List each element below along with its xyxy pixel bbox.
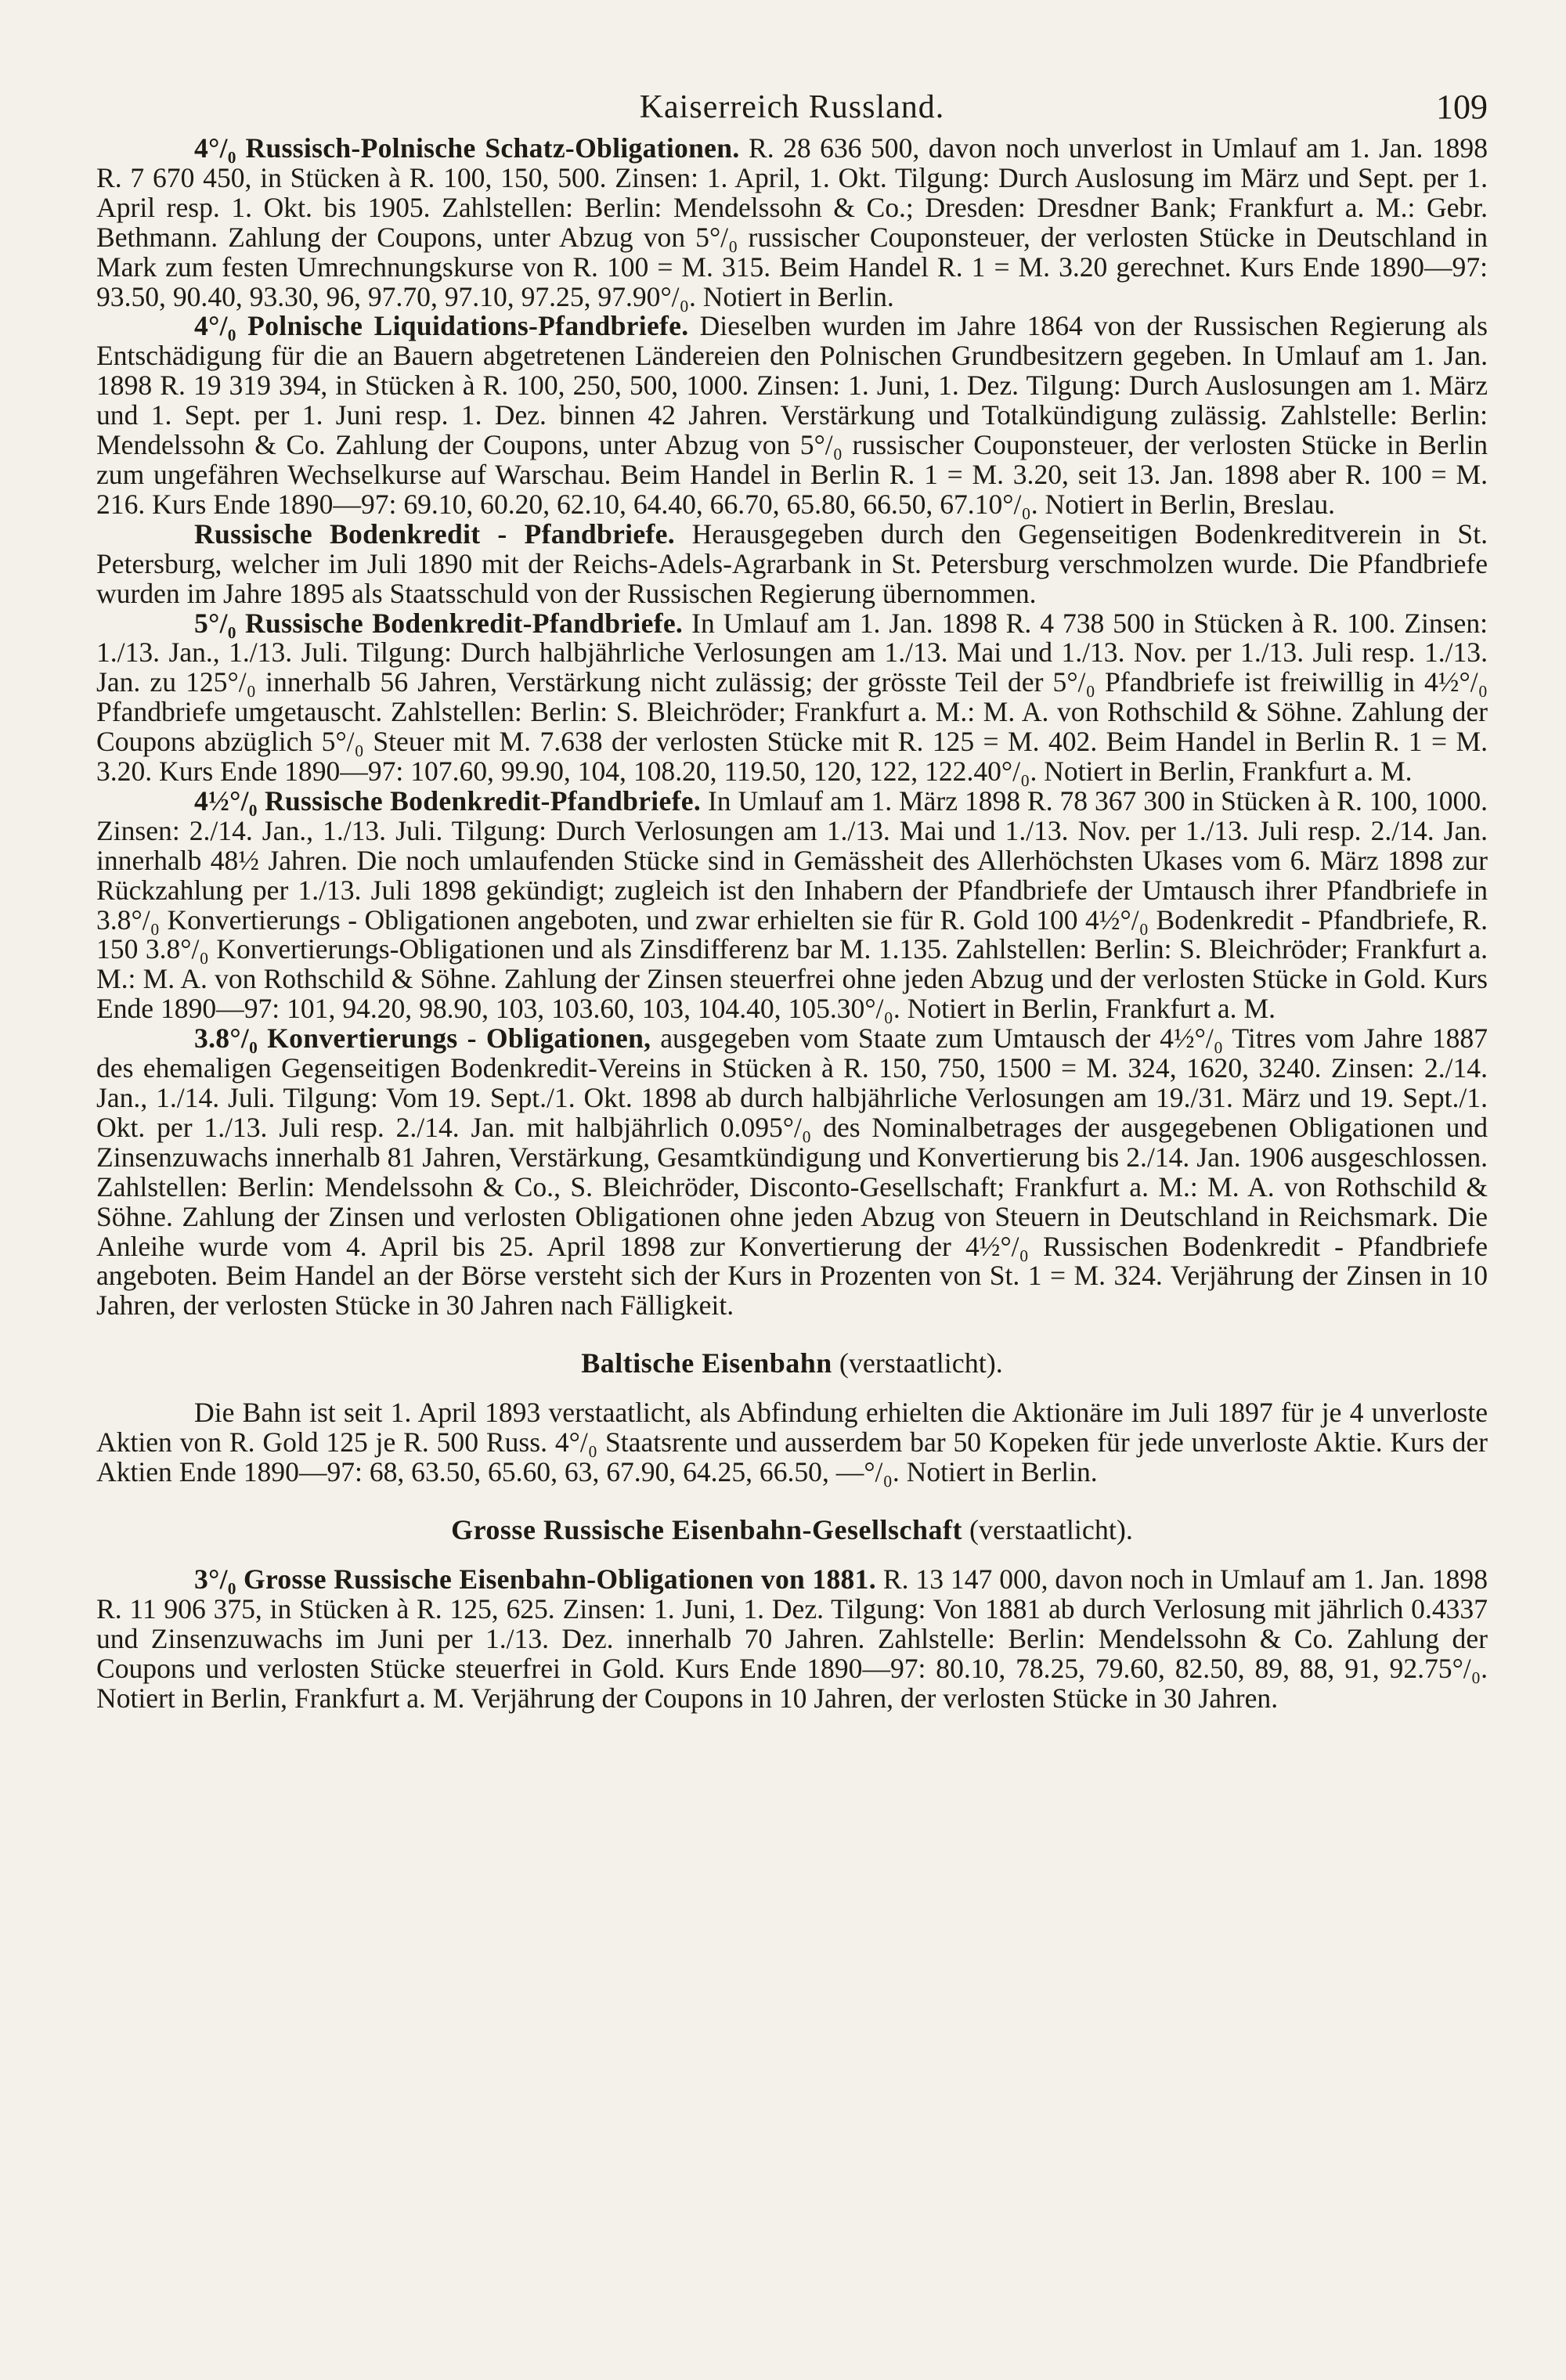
running-title: Kaiserreich Russland. [639,89,945,125]
entry-4half-pct-bodenkredit-pfandbriefe [96,784,1488,1025]
page-number: 109 [1436,88,1488,126]
entry-schatz-obligationen [96,134,1488,312]
entry-title: 4½°/₀ Russische Bodenkredit-Pfandbriefe. [194,784,702,817]
entry-5pct-bodenkredit-pfandbriefe [96,609,1488,787]
section-text-baltische-eisenbahn: Die Bahn ist seit 1. April 1893 verstaatlicht, als Abfindung erhielten die Aktionäre im Juli 1897 für je 4 unverloste Aktien von R. Gold 125 je R. 500 Russ. 4°/₀ Staatsrente und ausserdem bar 50 Kopeken für jede unverloste Aktie. Kurs der Aktien Ende 1890—97: 68, 63.50, 65.60, 63, 67.90, 64.25, 66.50, —°/₀. Notiert in Berlin. [96,1397,1488,1488]
entry-liquidations-pfandbriefe [96,312,1488,519]
entry-konvertierungs-obligationen [96,1024,1488,1321]
entry-text: R. 28 636 500, davon noch unverlost in Umlauf am 1. Jan. 1898 R. 7 670 450, in Stücken à R. 100, 150, 500. Zinsen: 1. April, 1. Okt. Tilgung: Durch Auslosung im März und Sept. per 1. April resp. 1. Okt. bis 1905. Zahlstellen: Berlin: Mendelssohn & Co.; Dresden: Dresdner Bank; Frankfurt a. M.: Gebr. Bethmann. Zahlung der Coupons, unter Abzug von 5°/₀ russischer Couponsteuer, der verlosten Stücke in Deutschland in Mark zum festen Umrechnungskurse von R. 100 = M. 315. Beim Handel R. 1 = M. 3.20 gerechnet. Kurs Ende 1890—97: 93.50, 90.40, 93.30, 96, 97.70, 97.10, 97.25, 97.90°/₀. Notiert in Berlin. [96,132,1488,312]
entry-text: Herausgegeben durch den Gegenseitigen Bodenkreditverein in St. Petersburg, welcher im Juli 1890 mit der Reichs-Adels-Agrarbank in St. Petersburg verschmolzen wurde. Die Pfandbriefe wurden im Jahre 1895 als Staatsschuld von der Russischen Regierung übernommen. [96,517,1488,609]
entry-text: ausgegeben vom Staate zum Umtausch der 4½°/₀ Titres vom Jahre 1887 des ehemaligen Gegenseitigen Bodenkredit-Vereins in Stücken à R. 150, 750, 1500 = M. 324, 1620, 3240. Zinsen: 2./14. Jan., 1./14. Juli. Tilgung: Vom 19. Sept./1. Okt. 1898 ab durch halbjährliche Verlosungen am 19./31. März und 19. Sept./1. Okt. per 1./13. Juli resp. 2./14. Jan. mit halbjährlich 0.095°/₀ des Nominalbetrages der ausgegebenen Obligationen und Zinsenzuwachs innerhalb 81 Jahren, Verstärkung, Gesamtkündigung und Konvertierung bis 2./14. Jan. 1906 ausgeschlossen. Zahlstellen: Berlin: Mendelssohn & Co., S. Bleichröder, Disconto-Gesellschaft; Frankfurt a. M.: M. A. von Rothschild & Söhne. Zahlung der Zinsen und verlosten Obligationen ohne jeden Abzug von Steuern in Deutschland in Reichsmark. Die Anleihe wurde vom 4. April bis 25. April 1898 zur Konvertierung der 4½°/₀ Russischen Bodenkredit - Pfandbriefe angeboten. Beim Handel an der Börse versteht sich der Kurs in Prozenten von St. 1 = M. 324. Verjährung der Zinsen in 10 Jahren, der verlosten Stücke in 30 Jahren nach Fälligkeit. [96,1022,1488,1322]
entry-text: R. 13 147 000, davon noch in Umlauf am 1. Jan. 1898 R. 11 906 375, in Stücken à R. 125, 625. Zinsen: 1. Juni, 1. Dez. Tilgung: Von 1881 ab durch Verlosung mit jährlich 0.4337 und Zinsenzuwachs im Juni per 1./13. Dez. innerhalb 70 Jahren. Zahlstelle: Berlin: Mendelssohn & Co. Zahlung der Coupons und verlosten Stücke steuerfrei in Gold. Kurs Ende 1890—97: 80.10, 78.25, 79.60, 82.50, 89, 88, 91, 92.75°/₀. Notiert in Berlin, Frankfurt a. M. Verjährung der Coupons in 10 Jahren, der verlosten Stücke in 30 Jahren. [96,1563,1488,1714]
section-heading-note: (verstaatlicht). [969,1513,1133,1545]
body-text [96,134,1488,1714]
page [96,74,1488,1714]
section-heading-main: Baltische Eisenbahn [581,1347,832,1379]
entry-text: In Umlauf am 1. Jan. 1898 R. 4 738 500 in Stücken à R. 100. Zinsen: 1./13. Jan., 1./13. Juli. Tilgung: Durch halbjährliche Verlosungen am 1./13. Mai und 1./13. Nov. per 1./13. Juli resp. 1./13. Jan. zu 125°/₀ innerhalb 56 Jahren, Verstärkung nicht zulässig; der grösste Teil der 5°/₀ Pfandbriefe ist freiwillig in 4½°/₀ Pfandbriefe umgetauscht. Zahlstellen: Berlin: S. Bleichröder; Frankfurt a. M.: M. A. von Rothschild & Söhne. Zahlung der Coupons abzüglich 5°/₀ Steuer mit M. 7.638 der verlosten Stücke mit R. 125 = M. 402. Beim Handel in Berlin R. 1 = M. 3.20. Kurs Ende 1890—97: 107.60, 99.90, 104, 108.20, 119.50, 120, 122, 122.40°/₀. Notiert in Berlin, Frankfurt a. M. [96,607,1488,788]
entry-text: Dieselben wurden im Jahre 1864 von der Russischen Regierung als Entschädigung für die an Bauern abgetretenen Ländereien den Polnischen Grundbesitzern gegeben. In Umlauf am 1. Jan. 1898 R. 19 319 394, in Stücken à R. 100, 250, 500, 1000. Zinsen: 1. Juni, 1. Dez. Tilgung: Durch Auslosungen am 1. März und 1. Sept. per 1. Juni resp. 1. Dez. binnen 42 Jahren. Verstärkung und Totalkündigung zulässig. Zahlstelle: Berlin: Mendelssohn & Co. Zahlung der Coupons, unter Abzug von 5°/₀ russischer Couponsteuer, der verlosten Stücke in Berlin zum ungefähren Wechselkurse auf Warschau. Beim Handel in Berlin R. 1 = M. 3.20, seit 13. Jan. 1898 aber R. 100 = M. 216. Kurs Ende 1890—97: 69.10, 60.20, 62.10, 64.40, 66.70, 65.80, 66.50, 67.10°/₀. Notiert in Berlin, Breslau. [96,310,1488,520]
running-head [96,74,1488,134]
section-heading-main: Grosse Russische Eisenbahn-Gesellschaft [451,1513,962,1545]
entry-title: 3.8°/₀ Konvertierungs - Obligationen, [194,1022,651,1055]
entry-title: 3°/₀ Grosse Russische Eisenbahn-Obligationen von 1881. [194,1563,876,1595]
entry-grosse-russische-eisenbahn-obligationen [96,1565,1488,1714]
entry-text: In Umlauf am 1. März 1898 R. 78 367 300 in Stücken à R. 100, 1000. Zinsen: 2./14. Jan., 1./13. Juli. Tilgung: Durch Verlosungen am 1./13. Mai und 1./13. Nov. per 1./13. Juli resp. 2./14. Jan. innerhalb 48½ Jahren. Die noch umlaufenden Stücke sind in Gemässheit des Allerhöchsten Ukases vom 6. März 1898 zur Rückzahlung per 1./13. Juli 1898 gekündigt; zugleich ist den Inhabern der Pfandbriefe der Umtausch ihrer Pfandbriefe in 3.8°/₀ Konvertierungs - Obligationen angeboten, und zwar erhielten sie für R. Gold 100 4½°/₀ Bodenkredit - Pfandbriefe, R. 150 3.8°/₀ Konvertierungs-Obligationen und als Zinsdifferenz bar M. 1.135. Zahlstellen: Berlin: S. Bleichröder; Frankfurt a. M.: M. A. von Rothschild & Söhne. Zahlung der Zinsen steuerfrei ohne jeden Abzug und der verlosten Stücke in Gold. Kurs Ende 1890—97: 101, 94.20, 98.90, 103, 103.60, 103, 104.40, 105.30°/₀. Notiert in Berlin, Frankfurt a. M. [96,784,1488,1025]
section-heading-grosse-russische-eisenbahn [96,1515,1488,1545]
entry-title: Russische Bodenkredit - Pfandbriefe. [194,517,675,550]
entry-title: 4°/₀ Polnische Liquidations-Pfandbriefe. [194,310,689,342]
section-heading-note: (verstaatlicht). [839,1347,1003,1379]
entry-bodenkredit-pfandbriefe [96,517,1488,609]
section-heading-baltische-eisenbahn [96,1348,1488,1378]
entry-title: 4°/₀ Russisch-Polnische Schatz-Obligationen. [194,132,740,164]
entry-title: 5°/₀ Russische Bodenkredit-Pfandbriefe. [194,607,684,639]
